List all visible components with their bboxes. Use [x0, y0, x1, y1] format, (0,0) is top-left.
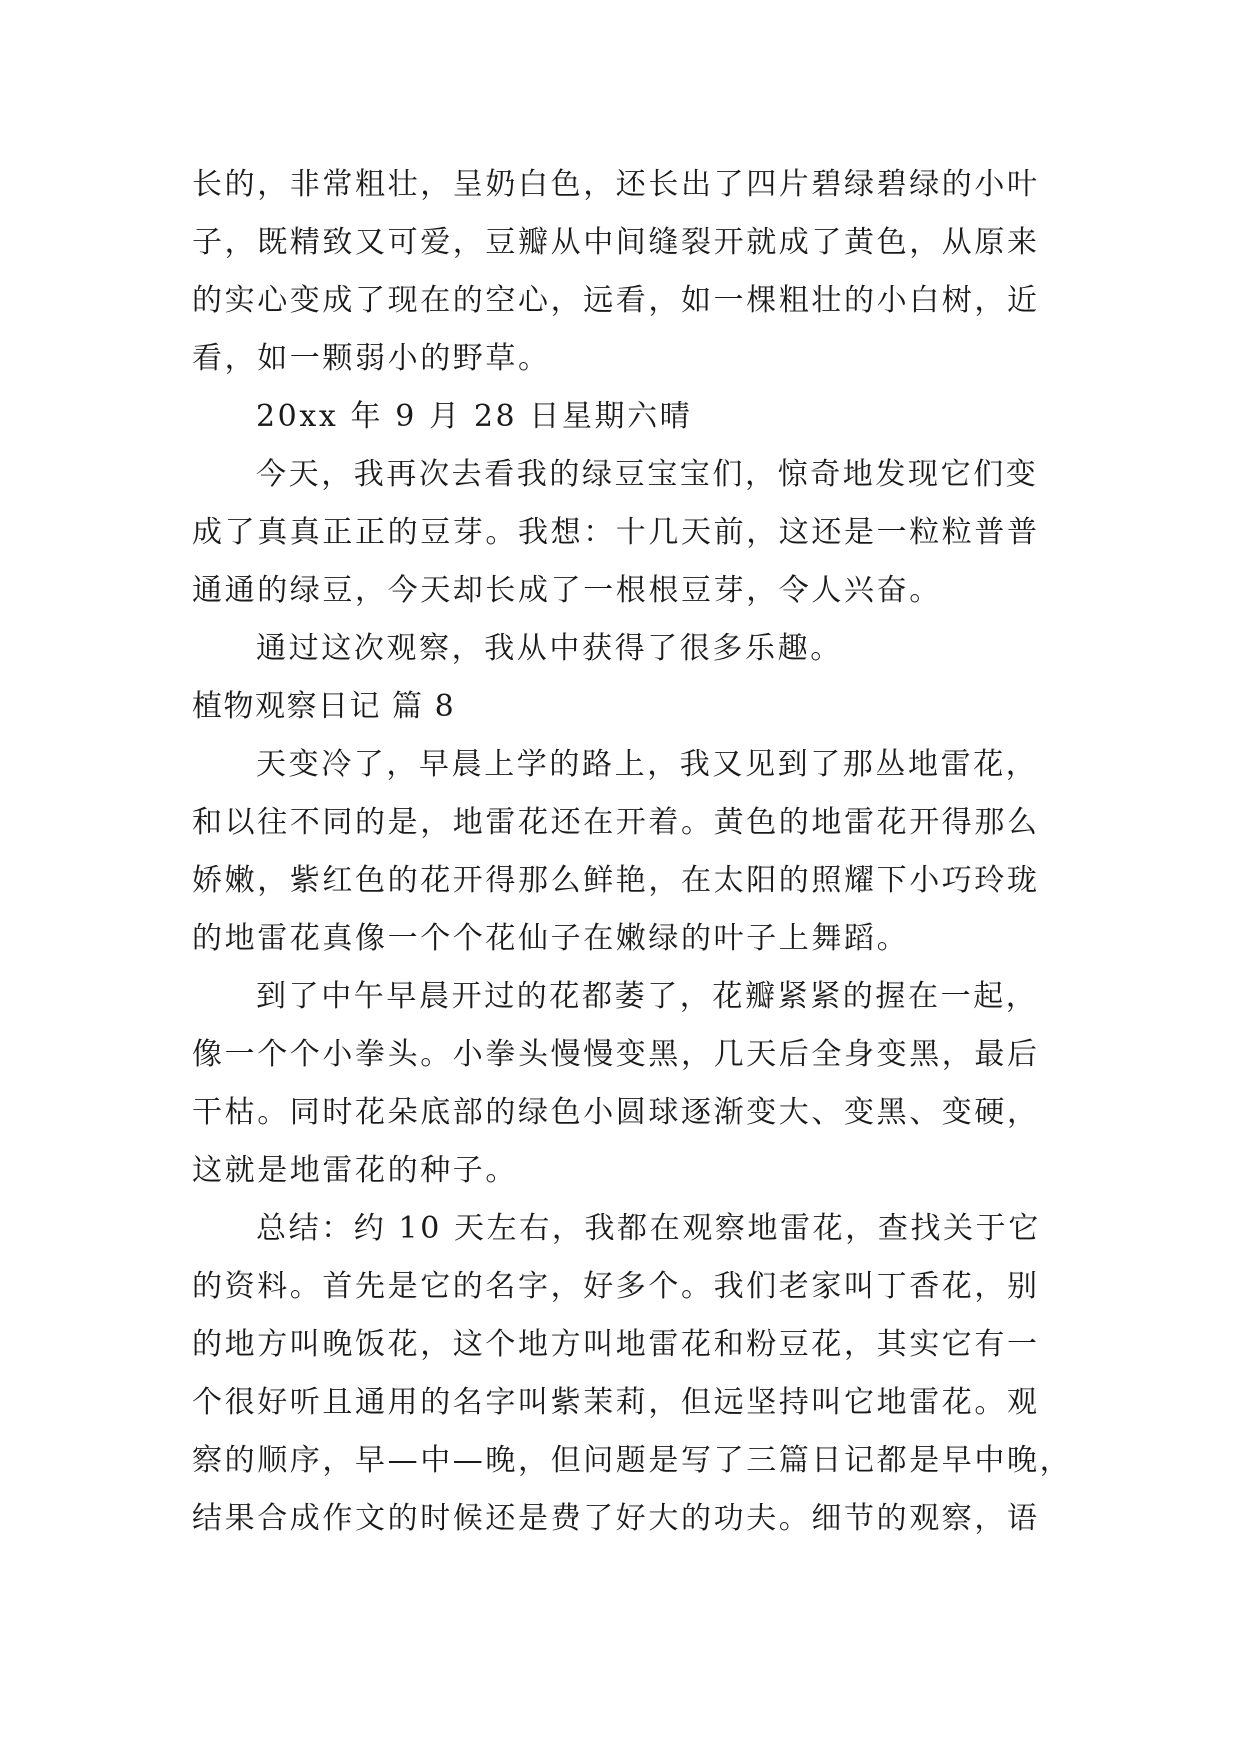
text-line-6: 今天，我再次去看我的绿豆宝宝们，惊奇地发现它们变 [256, 457, 1039, 492]
text-line-21: 的地方叫晚饭花，这个地方叫地雷花和粉豆花，其实它有一 [192, 1327, 1040, 1362]
diary-date: 20xx 年 9 月 28 日星期六晴 [256, 399, 693, 434]
text-line-2: 子，既精致又可爱，豆瓣从中间缝裂开就成了黄色，从原来 [192, 225, 1040, 260]
text-line-1: 长的，非常粗壮，呈奶白色，还长出了四片碧绿碧绿的小叶 [192, 167, 1040, 202]
text-line-17: 干枯。同时花朵底部的绿色小圆球逐渐变大、变黑、变硬， [192, 1095, 1040, 1130]
text-line-11: 天变冷了，早晨上学的路上，我又见到了那丛地雷花， [256, 747, 1039, 782]
text-line-3: 的实心变成了现在的空心，远看，如一棵粗壮的小白树，近 [192, 283, 1040, 318]
text-line-20: 的资料。首先是它的名字，好多个。我们老家叫丁香花，别 [192, 1269, 1040, 1304]
text-line-9: 通过这次观察，我从中获得了很多乐趣。 [256, 631, 843, 666]
text-line-14: 的地雷花真像一个个花仙子在嫩绿的叶子上舞蹈。 [192, 921, 910, 956]
section-heading: 植物观察日记 篇 8 [192, 689, 456, 724]
text-line-19: 总结：约 10 天左右，我都在观察地雷花，查找关于它 [256, 1211, 1041, 1246]
text-line-15: 到了中午早晨开过的花都萎了，花瓣紧紧的握在一起， [256, 979, 1039, 1014]
text-line-4: 看，如一颗弱小的野草。 [192, 341, 551, 376]
text-line-18: 这就是地雷花的种子。 [192, 1153, 518, 1188]
text-line-7: 成了真真正正的豆芽。我想：十几天前，这还是一粒粒普普 [192, 515, 1040, 550]
text-line-13: 娇嫩，紫红色的花开得那么鲜艳，在太阳的照耀下小巧玲珑 [192, 863, 1040, 898]
text-line-24: 结果合成作文的时候还是费了好大的功夫。细节的观察，语 [192, 1501, 1040, 1536]
text-line-16: 像一个个小拳头。小拳头慢慢变黑，几天后全身变黑，最后 [192, 1037, 1040, 1072]
text-line-8: 通通的绿豆，今天却长成了一根根豆芽，令人兴奋。 [192, 573, 942, 608]
text-line-22: 个很好听且通用的名字叫紫茉莉，但远坚持叫它地雷花。观 [192, 1385, 1040, 1420]
text-line-12: 和以往不同的是，地雷花还在开着。黄色的地雷花开得那么 [192, 805, 1040, 840]
text-line-23: 察的顺序，早—中—晚，但问题是写了三篇日记都是早中晚， [192, 1443, 1073, 1478]
